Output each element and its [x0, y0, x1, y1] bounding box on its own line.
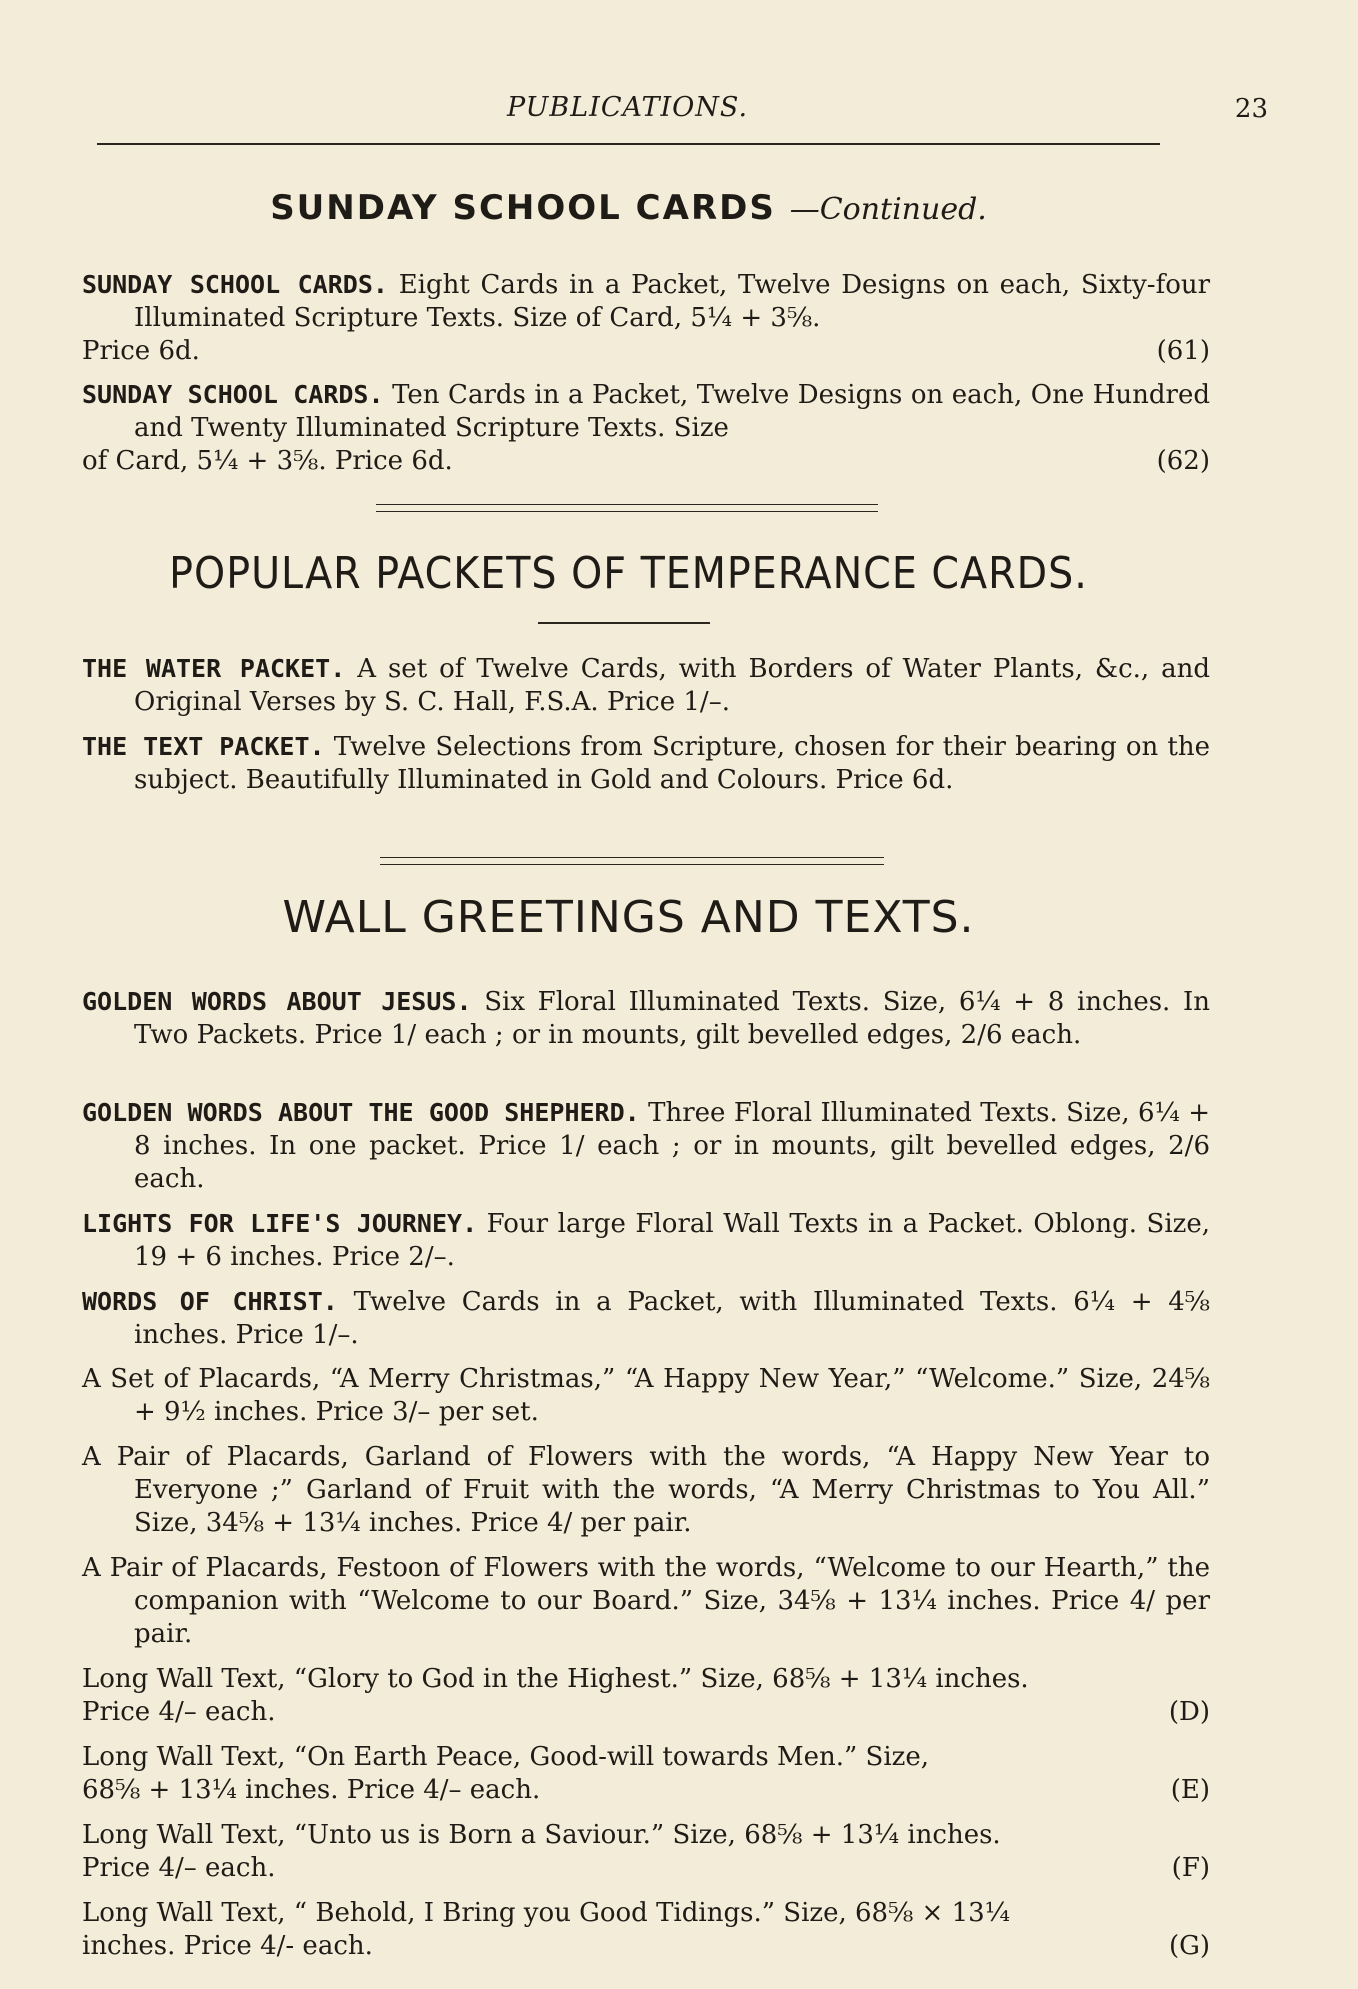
entry-sunday-school-cards-61 [82, 268, 1210, 368]
running-head [97, 92, 1268, 132]
entry-text: Eight Cards in a Packet, Twelve Designs on each, Sixty-four Illuminated Scripture Texts. Size of Card, 5¼ + 3⅝. [134, 270, 1211, 333]
section-divider [380, 857, 884, 865]
entry-text: Long Wall Text, “On Earth Peace, Good-will towards Men.” Size, [82, 1742, 930, 1772]
entry-text: Long Wall Text, “ Behold, I Bring you Good Tidings.” Size, 68⅝ × 13¼ [82, 1898, 1010, 1928]
entry-text: A Pair of Placards, Festoon of Flowers with the words, “Welcome to our Hearth,” the companion with “Welcome to our Board.” Size, 34⅝ + 13¼ inches. Price 4/ per pair. [82, 1553, 1210, 1649]
entry-text-last: Price 6d. [82, 336, 200, 366]
entry-sunday-school-cards-62 [82, 378, 1210, 478]
entry-text: A set of Twelve Cards, with Borders of Water Plants, &c., and Original Verses by S. C. Hall, F.S.A. Price 1/–. [134, 654, 1211, 717]
entry-text: A Pair of Placards, Garland of Flowers with the words, “A Happy New Year to Everyone ;” Garland of Fruit with the words, “A Merry Christmas to You All.” Size, 34⅝ + 13¼ inches. Price 4/ per pair. [82, 1442, 1210, 1538]
entry-text: Long Wall Text, “Unto us is Born a Saviour.” Size, 68⅝ + 13¼ inches. [82, 1820, 1001, 1850]
entry-text-last: of Card, 5¼ + 3⅝. Price 6d. [82, 446, 453, 476]
section-heading-temperance-cards: POPULAR PACKETS OF TEMPERANCE CARDS. [169, 548, 1088, 599]
header-rule [97, 143, 1160, 145]
entry-text: Long Wall Text, “Glory to God in the Highest.” Size, 68⅝ + 13¼ inches. [82, 1664, 1029, 1694]
entry-lead: THE WATER PACKET. [82, 654, 346, 683]
entry-code: (F) [1171, 1853, 1210, 1883]
heading-underline [538, 622, 710, 624]
entry-long-wall-text-e [82, 1741, 1210, 1807]
entry-long-wall-text-g [82, 1897, 1210, 1963]
entry-code: (G) [1168, 1931, 1210, 1961]
section-heading-sunday-school-cards [97, 188, 1160, 228]
entry-golden-words-jesus [82, 985, 1210, 1052]
section-heading-suffix: —Continued. [789, 192, 987, 227]
entry-text: A Set of Placards, “A Merry Christmas,” “A Happy New Year,” “Welcome.” Size, 24⅝ + 9½ inches. Price 3/– per set. [82, 1364, 1210, 1427]
entry-long-wall-text-f [82, 1819, 1210, 1885]
section-heading-wall-greetings: WALL GREETINGS AND TEXTS. [282, 892, 975, 943]
entry-water-packet [82, 652, 1210, 719]
entry-text: Three Floral Illuminated Texts. Size, 6¼ + 8 inches. In one packet. Price 1/ each ; or in mounts, gilt bevelled edges, 2/6 each. [134, 1098, 1211, 1194]
entry-text-packet [82, 730, 1210, 797]
section-divider [376, 504, 878, 512]
entry-text: Twelve Cards in a Packet, with Illuminated Texts. 6¼ + 4⅝ inches. Price 1/–. [134, 1287, 1211, 1350]
entry-set-of-placards [82, 1363, 1210, 1429]
entry-lead: GOLDEN WORDS ABOUT JESUS. [82, 987, 472, 1016]
entry-pair-placards-festoon [82, 1552, 1210, 1651]
entry-code: (D) [1168, 1697, 1210, 1727]
entry-text-last: Price 4/– each. [82, 1853, 276, 1883]
entry-code: (E) [1170, 1775, 1210, 1805]
entry-lead: SUNDAY SCHOOL CARDS. [82, 380, 384, 409]
page-number: 23 [1234, 94, 1268, 124]
running-title: PUBLICATIONS. [506, 92, 749, 123]
entry-lead: SUNDAY SCHOOL CARDS. [82, 270, 388, 299]
entry-lead: GOLDEN WORDS ABOUT THE GOOD SHEPHERD. [82, 1098, 640, 1127]
entry-lead: WORDS OF CHRIST. [82, 1287, 338, 1316]
entry-words-of-christ [82, 1285, 1210, 1352]
entry-lead: THE TEXT PACKET. [82, 732, 325, 761]
entry-text: Four large Floral Wall Texts in a Packet. Oblong. Size, 19 + 6 inches. Price 2/–. [134, 1209, 1210, 1272]
entry-lead: LIGHTS FOR LIFE'S JOURNEY. [82, 1209, 478, 1238]
entry-text-last: Price 4/– each. [82, 1697, 276, 1727]
entry-text: Twelve Selections from Scripture, chosen for their bearing on the subject. Beautifully Illuminated in Gold and Colours. Price 6d. [134, 732, 1211, 795]
entry-pair-placards-garland [82, 1441, 1210, 1540]
entry-text-last: 68⅝ + 13¼ inches. Price 4/– each. [82, 1775, 541, 1805]
section-heading-text: SUNDAY SCHOOL CARDS [270, 188, 776, 228]
entry-text-last: inches. Price 4/- each. [82, 1931, 373, 1961]
entry-code: (62) [1156, 446, 1210, 476]
entry-code: (61) [1156, 336, 1210, 366]
entry-text: Six Floral Illuminated Texts. Size, 6¼ + 8 inches. In Two Packets. Price 1/ each ; or in mounts, gilt bevelled edges, 2/6 each. [134, 987, 1210, 1050]
entry-text: Ten Cards in a Packet, Twelve Designs on each, One Hundred and Twenty Illuminated Scripture Texts. Size [134, 380, 1211, 443]
entry-long-wall-text-d [82, 1663, 1210, 1729]
entry-lights-for-lifes-journey [82, 1207, 1210, 1274]
entry-golden-words-shepherd [82, 1096, 1210, 1196]
